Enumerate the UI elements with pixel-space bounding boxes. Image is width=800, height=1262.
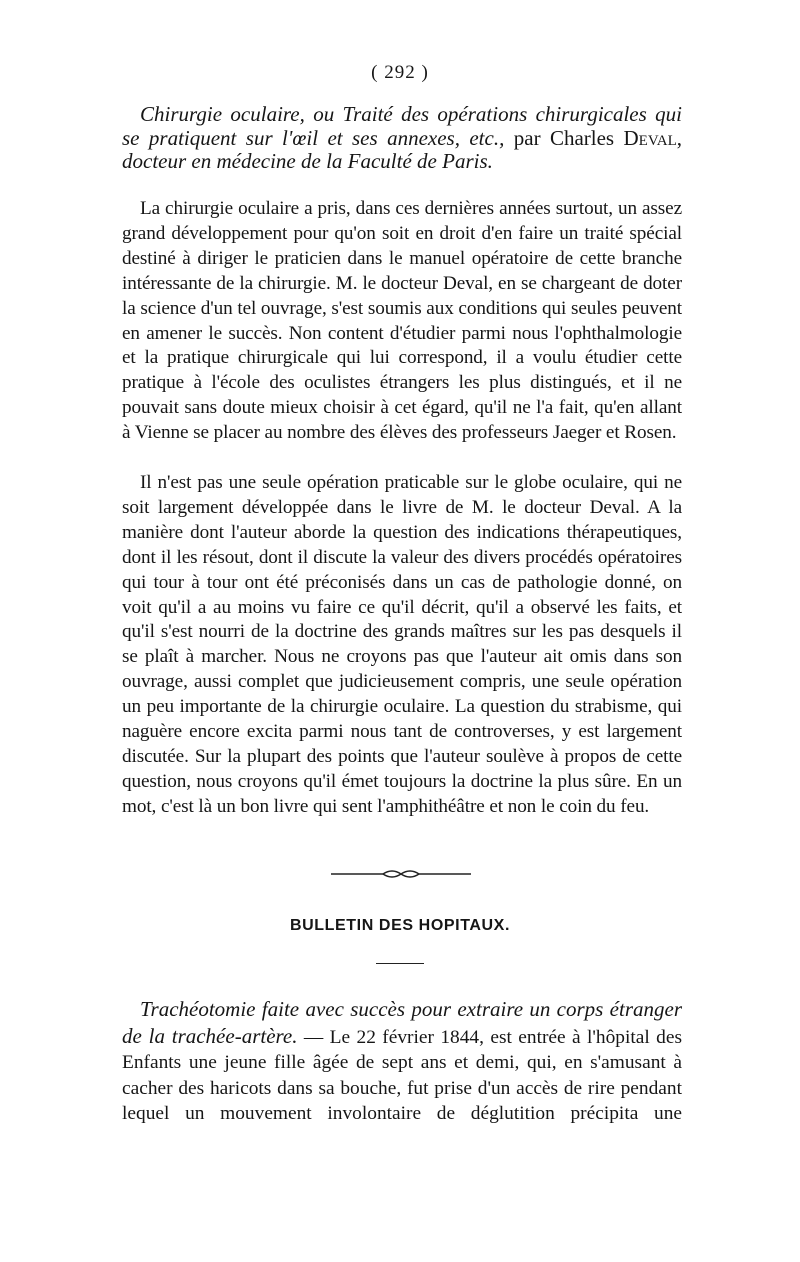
review-comma: , — [676, 125, 682, 150]
ornamental-divider — [331, 869, 471, 879]
section-title: BULLETIN DES HOPITAUX. — [289, 917, 511, 934]
review-paragraph: La chirurgie oculaire a pris, dans ces dernières années surtout, un assez grand développement pour qu'on soit en droit d'en faire un traité spécial destiné à diriger le praticien dans le manuel opératoire de cette branche intéressante de la chirurgie. M. le docteur Deval, en se chargeant de doter la science d'un tel ouvrage, s'est soumis aux conditions qui seules peuvent en amener le succès. Non content d'étudier parmi nous l'ophthalmologie et la pratique chirurgicale qui lui correspond, il a voulu étudier cette pratique à l'école des oculistes étrangers les plus distingués, et il ne pouvait sans doute mieux choisir à cet égard, qu'il ne l'a fait, qu'en allant à Vienne se placer au nombre des élèves des professeurs Jaeger et Rosen. — [122, 198, 682, 444]
hospital-case-paragraph — [122, 997, 682, 1127]
review-paragraph-1-block — [122, 197, 682, 446]
review-par: par Charles — [504, 125, 624, 150]
page-number: ( 292 ) — [371, 62, 429, 83]
case-text: — Le 22 février 1844, est entrée à l'hôpital des Enfants une jeune fille âgée de sept ans et demi, qui, en s'amusant à cacher des haricots dans sa bouche, fut prise d'un accès de rire pendant lequel un mouvement involontaire de déglutition précipita une — [122, 1026, 682, 1124]
review-author-credentials: docteur en médecine de la Faculté de Paris. — [122, 149, 493, 173]
review-heading — [122, 103, 682, 174]
review-paragraph: Il n'est pas une seule opération praticable sur le globe oculaire, qui ne soit largement développée dans le livre de M. le docteur Deval. A la manière dont l'auteur aborde la question des indications thérapeutiques, dont il les résout, dont il discute la valeur des divers procédés opératoires qui tour à tour ont été préconisés dans un cas de pathologie donné, on voit qu'il a au moins vu faire ce qu'il décrit, qu'il a observé les faits, et qu'il s'est nourri de la doctrine des grands maîtres sur les pas desquels il se plaît à marcher. Nous ne croyons pas que l'auteur ait omis dans son ouvrage, aussi complet que judicieusement compris, une seule opération un peu importante de la chirurgie oculaire. La question du strabisme, qui naguère encore excita parmi nous tant de controverses, y est largement discutée. Sur la plupart des points que l'auteur soulève à propos de cette question, nous croyons qu'il émet toujours la doctrine la plus sûre. En un mot, c'est là un bon livre qui sent l'amphithéâtre et non le coin du feu. — [122, 472, 682, 817]
section-rule — [376, 963, 424, 964]
case-title: Trachéotomie faite avec succès pour extraire un corps étranger de la trachée-artère. — [122, 997, 682, 1048]
review-author-surname: Deval — [623, 125, 677, 150]
review-book-title: Chirurgie oculaire, ou Traité des opérations chirurgicales qui se pratiquent sur l'œil et ses annexes — [122, 102, 682, 150]
review-paragraph-2-block — [122, 471, 682, 820]
review-etc: , etc., — [454, 125, 505, 150]
